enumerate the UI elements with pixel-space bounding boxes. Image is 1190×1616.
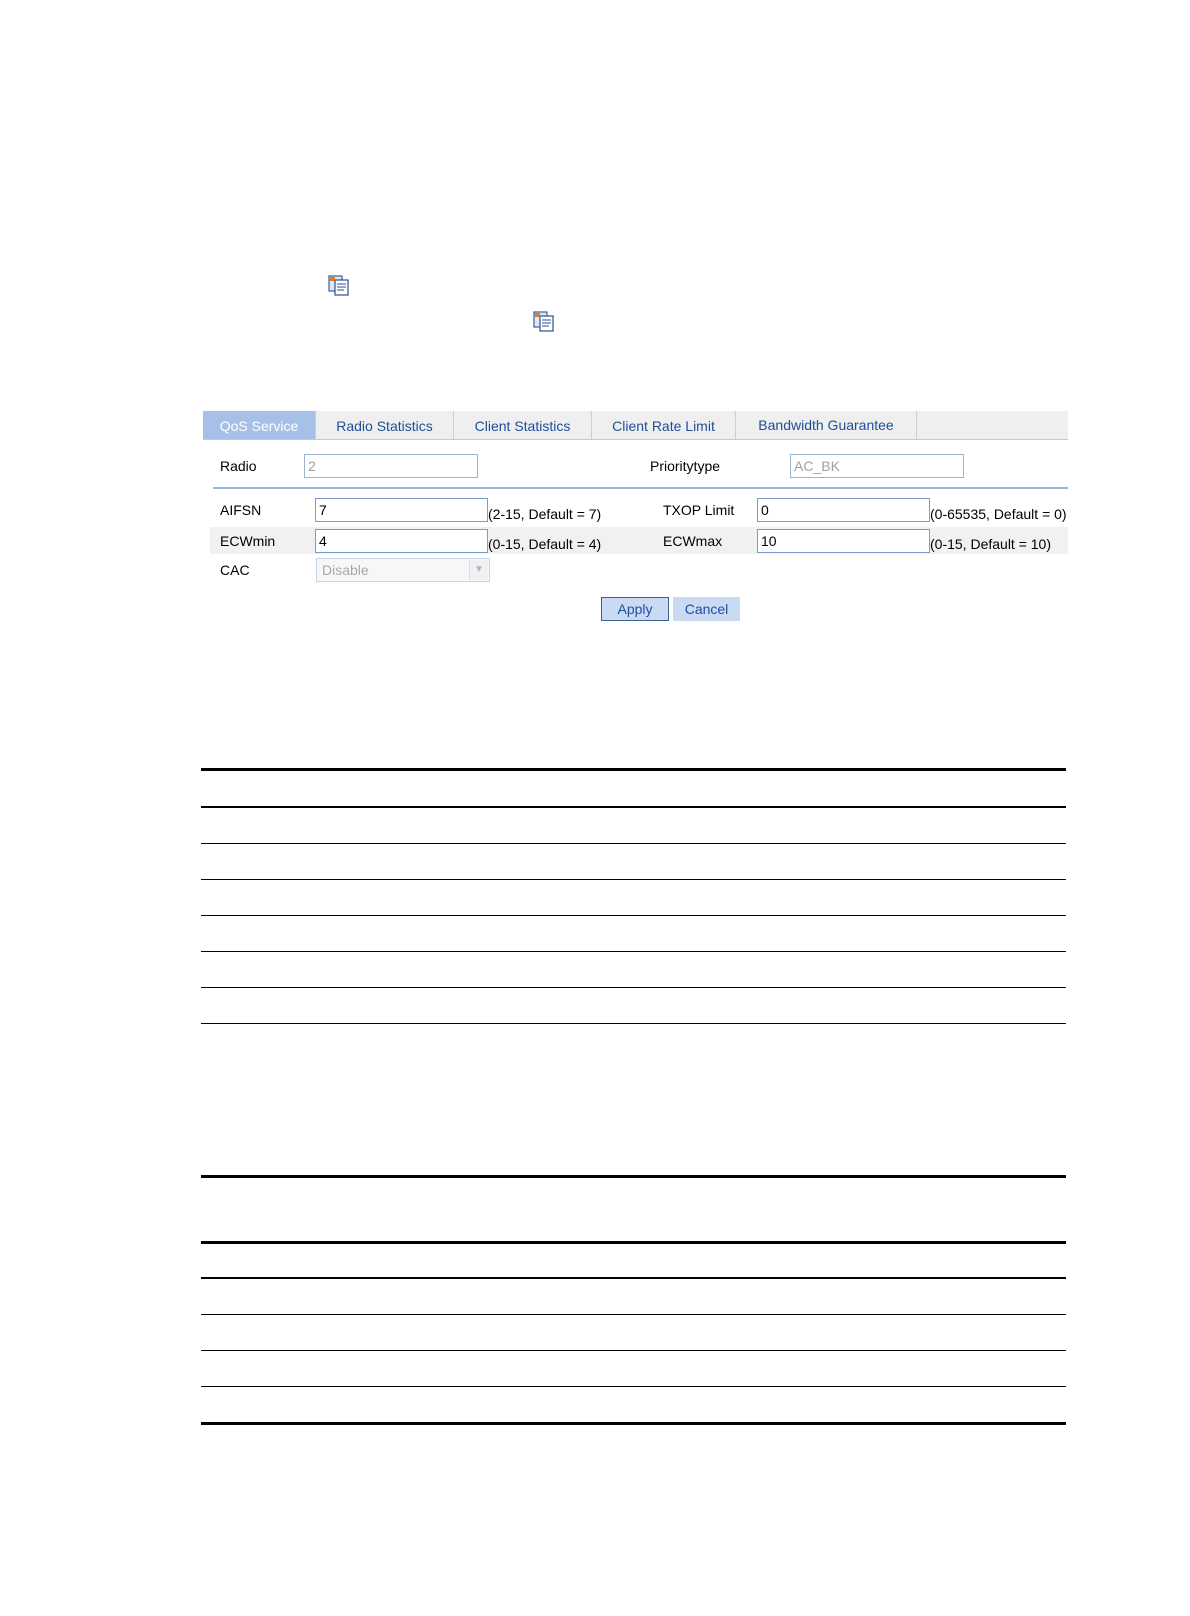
cac-select[interactable]	[316, 558, 490, 582]
tab-client-rate-limit[interactable]: Client Rate Limit	[592, 411, 736, 439]
chevron-down-icon: ▼	[469, 560, 488, 580]
table-1-row-rule	[201, 987, 1066, 988]
priority-type-label: Prioritytype	[650, 458, 721, 474]
ecwmax-hint: (0-15, Default = 10)	[930, 536, 1052, 552]
aifsn-label: AIFSN	[220, 502, 262, 518]
table-1-row-rule	[201, 915, 1066, 916]
table-1-header-rule	[201, 806, 1066, 808]
table-2-bottom-rule	[201, 1422, 1066, 1425]
txop-limit-input[interactable]	[757, 498, 930, 522]
aifsn-hint: (2-15, Default = 7)	[488, 506, 602, 522]
table-2-row-rule	[201, 1350, 1066, 1351]
table-1-row-rule	[201, 951, 1066, 952]
table-2-top-rule	[201, 1241, 1066, 1244]
table-2-row-rule	[201, 1386, 1066, 1387]
table-2-top-rule	[201, 1175, 1066, 1178]
txop-limit-label: TXOP Limit	[663, 502, 735, 518]
cac-select-value: Disable	[322, 562, 369, 578]
copy-page-icon	[532, 310, 556, 332]
radio-field[interactable]	[304, 454, 478, 478]
table-1-row-rule	[201, 879, 1066, 880]
table-1-top-rule	[201, 768, 1066, 771]
tab-radio-statistics[interactable]: Radio Statistics	[316, 411, 454, 439]
tab-bandwidth-guarantee[interactable]: Bandwidth Guarantee	[736, 411, 917, 439]
tab-qos-service[interactable]: QoS Service	[203, 411, 316, 439]
ecwmax-label: ECWmax	[663, 533, 723, 549]
table-1-row-rule	[201, 843, 1066, 844]
ecwmin-input[interactable]	[315, 529, 488, 553]
ecwmax-input[interactable]	[757, 529, 930, 553]
copy-page-icon	[327, 274, 351, 296]
cac-label: CAC	[220, 562, 250, 578]
tab-client-statistics[interactable]: Client Statistics	[454, 411, 592, 439]
ecwmin-label: ECWmin	[220, 533, 276, 549]
table-2-header-rule	[201, 1277, 1066, 1279]
cancel-button[interactable]: Cancel	[673, 597, 740, 621]
apply-button[interactable]: Apply	[601, 597, 669, 621]
txop-limit-hint: (0-65535, Default = 0)	[930, 506, 1067, 522]
section-divider	[213, 487, 1068, 489]
table-1-bottom-rule	[201, 1023, 1066, 1024]
tab-bar	[203, 411, 1068, 440]
table-2-row-rule	[201, 1314, 1066, 1315]
radio-label: Radio	[220, 458, 257, 474]
aifsn-input[interactable]	[315, 498, 488, 522]
priority-type-field[interactable]	[790, 454, 964, 478]
ecwmin-hint: (0-15, Default = 4)	[488, 536, 602, 552]
